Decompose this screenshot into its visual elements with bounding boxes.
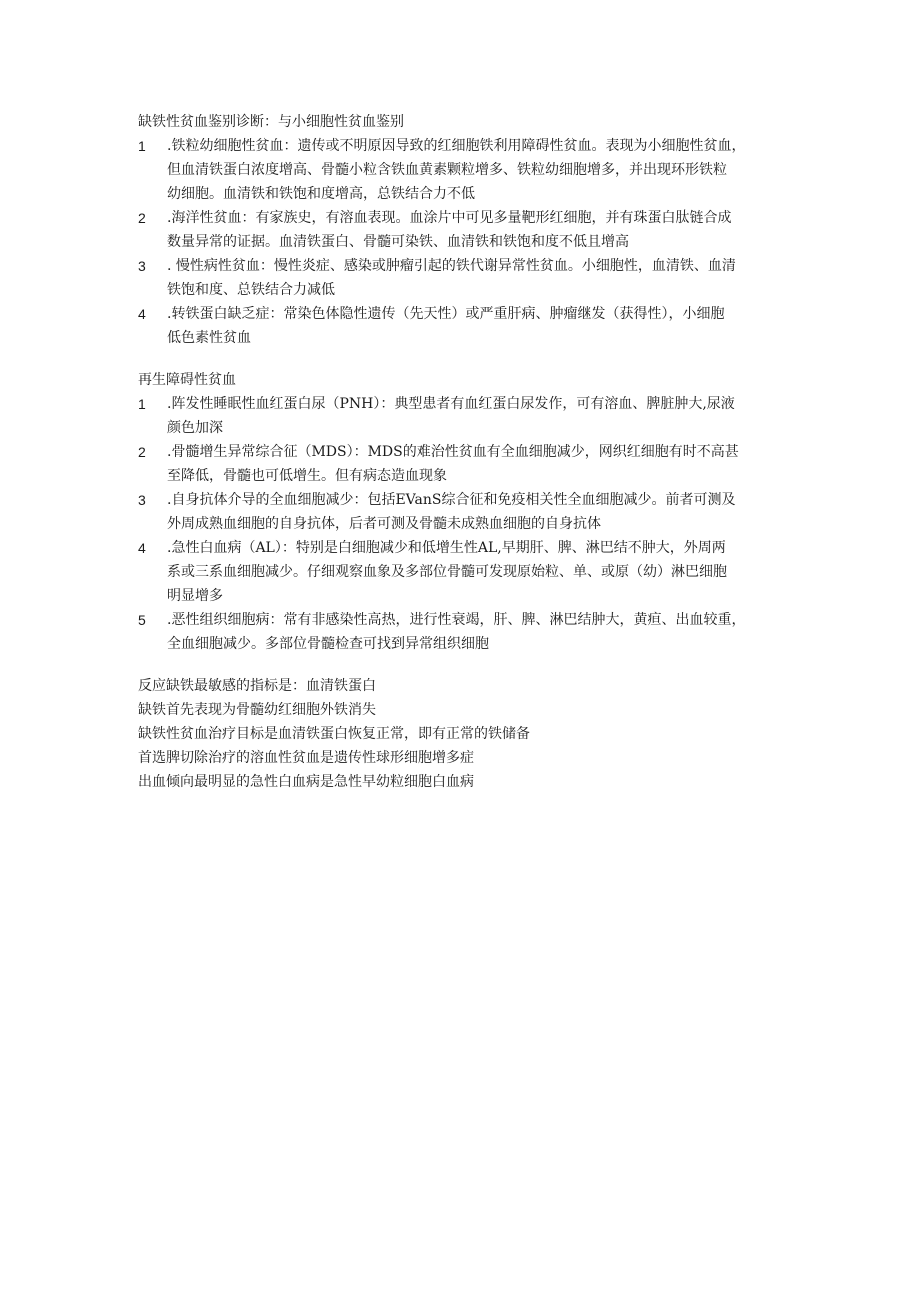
list-item [138, 608, 803, 656]
item-number: 3 [138, 258, 146, 274]
item-text-line: .阵发性睡眠性血红蛋白尿（PNH）：典型患者有血红蛋白尿发作，可有溶血、脾脏肿大,尿液 [167, 396, 735, 412]
section-heading: 再生障碍性贫血 [138, 372, 236, 388]
item-text-line: 数量异常的证据。血清铁蛋白、骨髓可染铁、血清铁和铁饱和度不低且增高 [167, 234, 629, 250]
fact-line: 首选脾切除治疗的溶血性贫血是遗传性球形细胞增多症 [138, 750, 474, 766]
item-text-line: 全血细胞减少。多部位骨髓检查可找到异常组织细胞 [167, 636, 489, 652]
list-item [138, 440, 803, 488]
fact-line: 缺铁性贫血治疗目标是血清铁蛋白恢复正常，即有正常的铁储备 [138, 726, 530, 742]
item-text-line: 颜色加深 [167, 420, 223, 436]
document-page [138, 110, 803, 794]
item-number: 1 [138, 396, 146, 412]
item-number: 2 [138, 210, 146, 226]
item-number: 2 [138, 444, 146, 460]
list-item [138, 254, 803, 302]
item-number: 1 [138, 138, 146, 154]
key-facts [138, 674, 803, 794]
item-number: 4 [138, 306, 146, 322]
list-item [138, 206, 803, 254]
item-text-line: 幼细胞。血清铁和铁饱和度增高，总铁结合力不低 [167, 186, 475, 202]
item-text-line: .自身抗体介导的全血细胞减少：包括EVanS综合征和免疫相关性全血细胞减少。前者可测及 [167, 492, 736, 508]
item-text-line: .转铁蛋白缺乏症：常染色体隐性遗传（先天性）或严重肝病、肿瘤继发（获得性），小细胞 [167, 306, 725, 322]
item-text-line: 低色素性贫血 [167, 330, 251, 346]
fact-line: 缺铁首先表现为骨髓幼红细胞外铁消失 [138, 702, 376, 718]
item-text-line: 外周成熟血细胞的自身抗体，后者可测及骨髓未成熟血细胞的自身抗体 [167, 516, 601, 532]
item-text-line: .骨髓增生异常综合征（MDS）：MDS的难治性贫血有全血细胞减少，网织红细胞有时不高甚 [167, 444, 739, 460]
section-aplastic-anemia [138, 368, 803, 656]
list-item [138, 536, 803, 608]
section-heading: 缺铁性贫血鉴别诊断：与小细胞性贫血鉴别 [138, 114, 404, 130]
item-text-line: 但血清铁蛋白浓度增高、骨髓小粒含铁血黄素颗粒增多、铁粒幼细胞增多，并出现环形铁粒 [167, 162, 727, 178]
item-text-line: .海洋性贫血：有家族史，有溶血表现。血涂片中可见多量靶形红细胞，并有珠蛋白肽链合成 [167, 210, 732, 226]
item-number: 5 [138, 612, 146, 628]
item-text-line: . 慢性病性贫血：慢性炎症、感染或肿瘤引起的铁代谢异常性贫血。小细胞性，血清铁、血清 [167, 258, 736, 274]
item-text-line: .恶性组织细胞病：常有非感染性高热，进行性衰竭，肝、脾、淋巴结肿大，黄疸、出血较重， [167, 612, 746, 628]
item-number: 3 [138, 492, 146, 508]
section-iron-deficiency-differential [138, 110, 803, 350]
item-text-line: 铁饱和度、总铁结合力减低 [167, 282, 335, 298]
list-item [138, 134, 803, 206]
fact-line: 反应缺铁最敏感的指标是：血清铁蛋白 [138, 678, 376, 694]
list-item [138, 392, 803, 440]
item-text-line: 至降低，骨髓也可低增生。但有病态造血现象 [167, 468, 447, 484]
item-text-line: .急性白血病（AL）：特别是白细胞减少和低增生性AL,早期肝、脾、淋巴结不肿大，外周两 [167, 540, 726, 556]
fact-line: 出血倾向最明显的急性白血病是急性早幼粒细胞白血病 [138, 774, 474, 790]
item-number: 4 [138, 540, 146, 556]
item-text-line: .铁粒幼细胞性贫血：遗传或不明原因导致的红细胞铁利用障碍性贫血。表现为小细胞性贫血， [167, 138, 746, 154]
item-text-line: 明显增多 [167, 588, 223, 604]
list-item [138, 302, 803, 350]
list-item [138, 488, 803, 536]
item-text-line: 系或三系血细胞减少。仔细观察血象及多部位骨髓可发现原始粒、单、或原（幼）淋巴细胞 [167, 564, 727, 580]
